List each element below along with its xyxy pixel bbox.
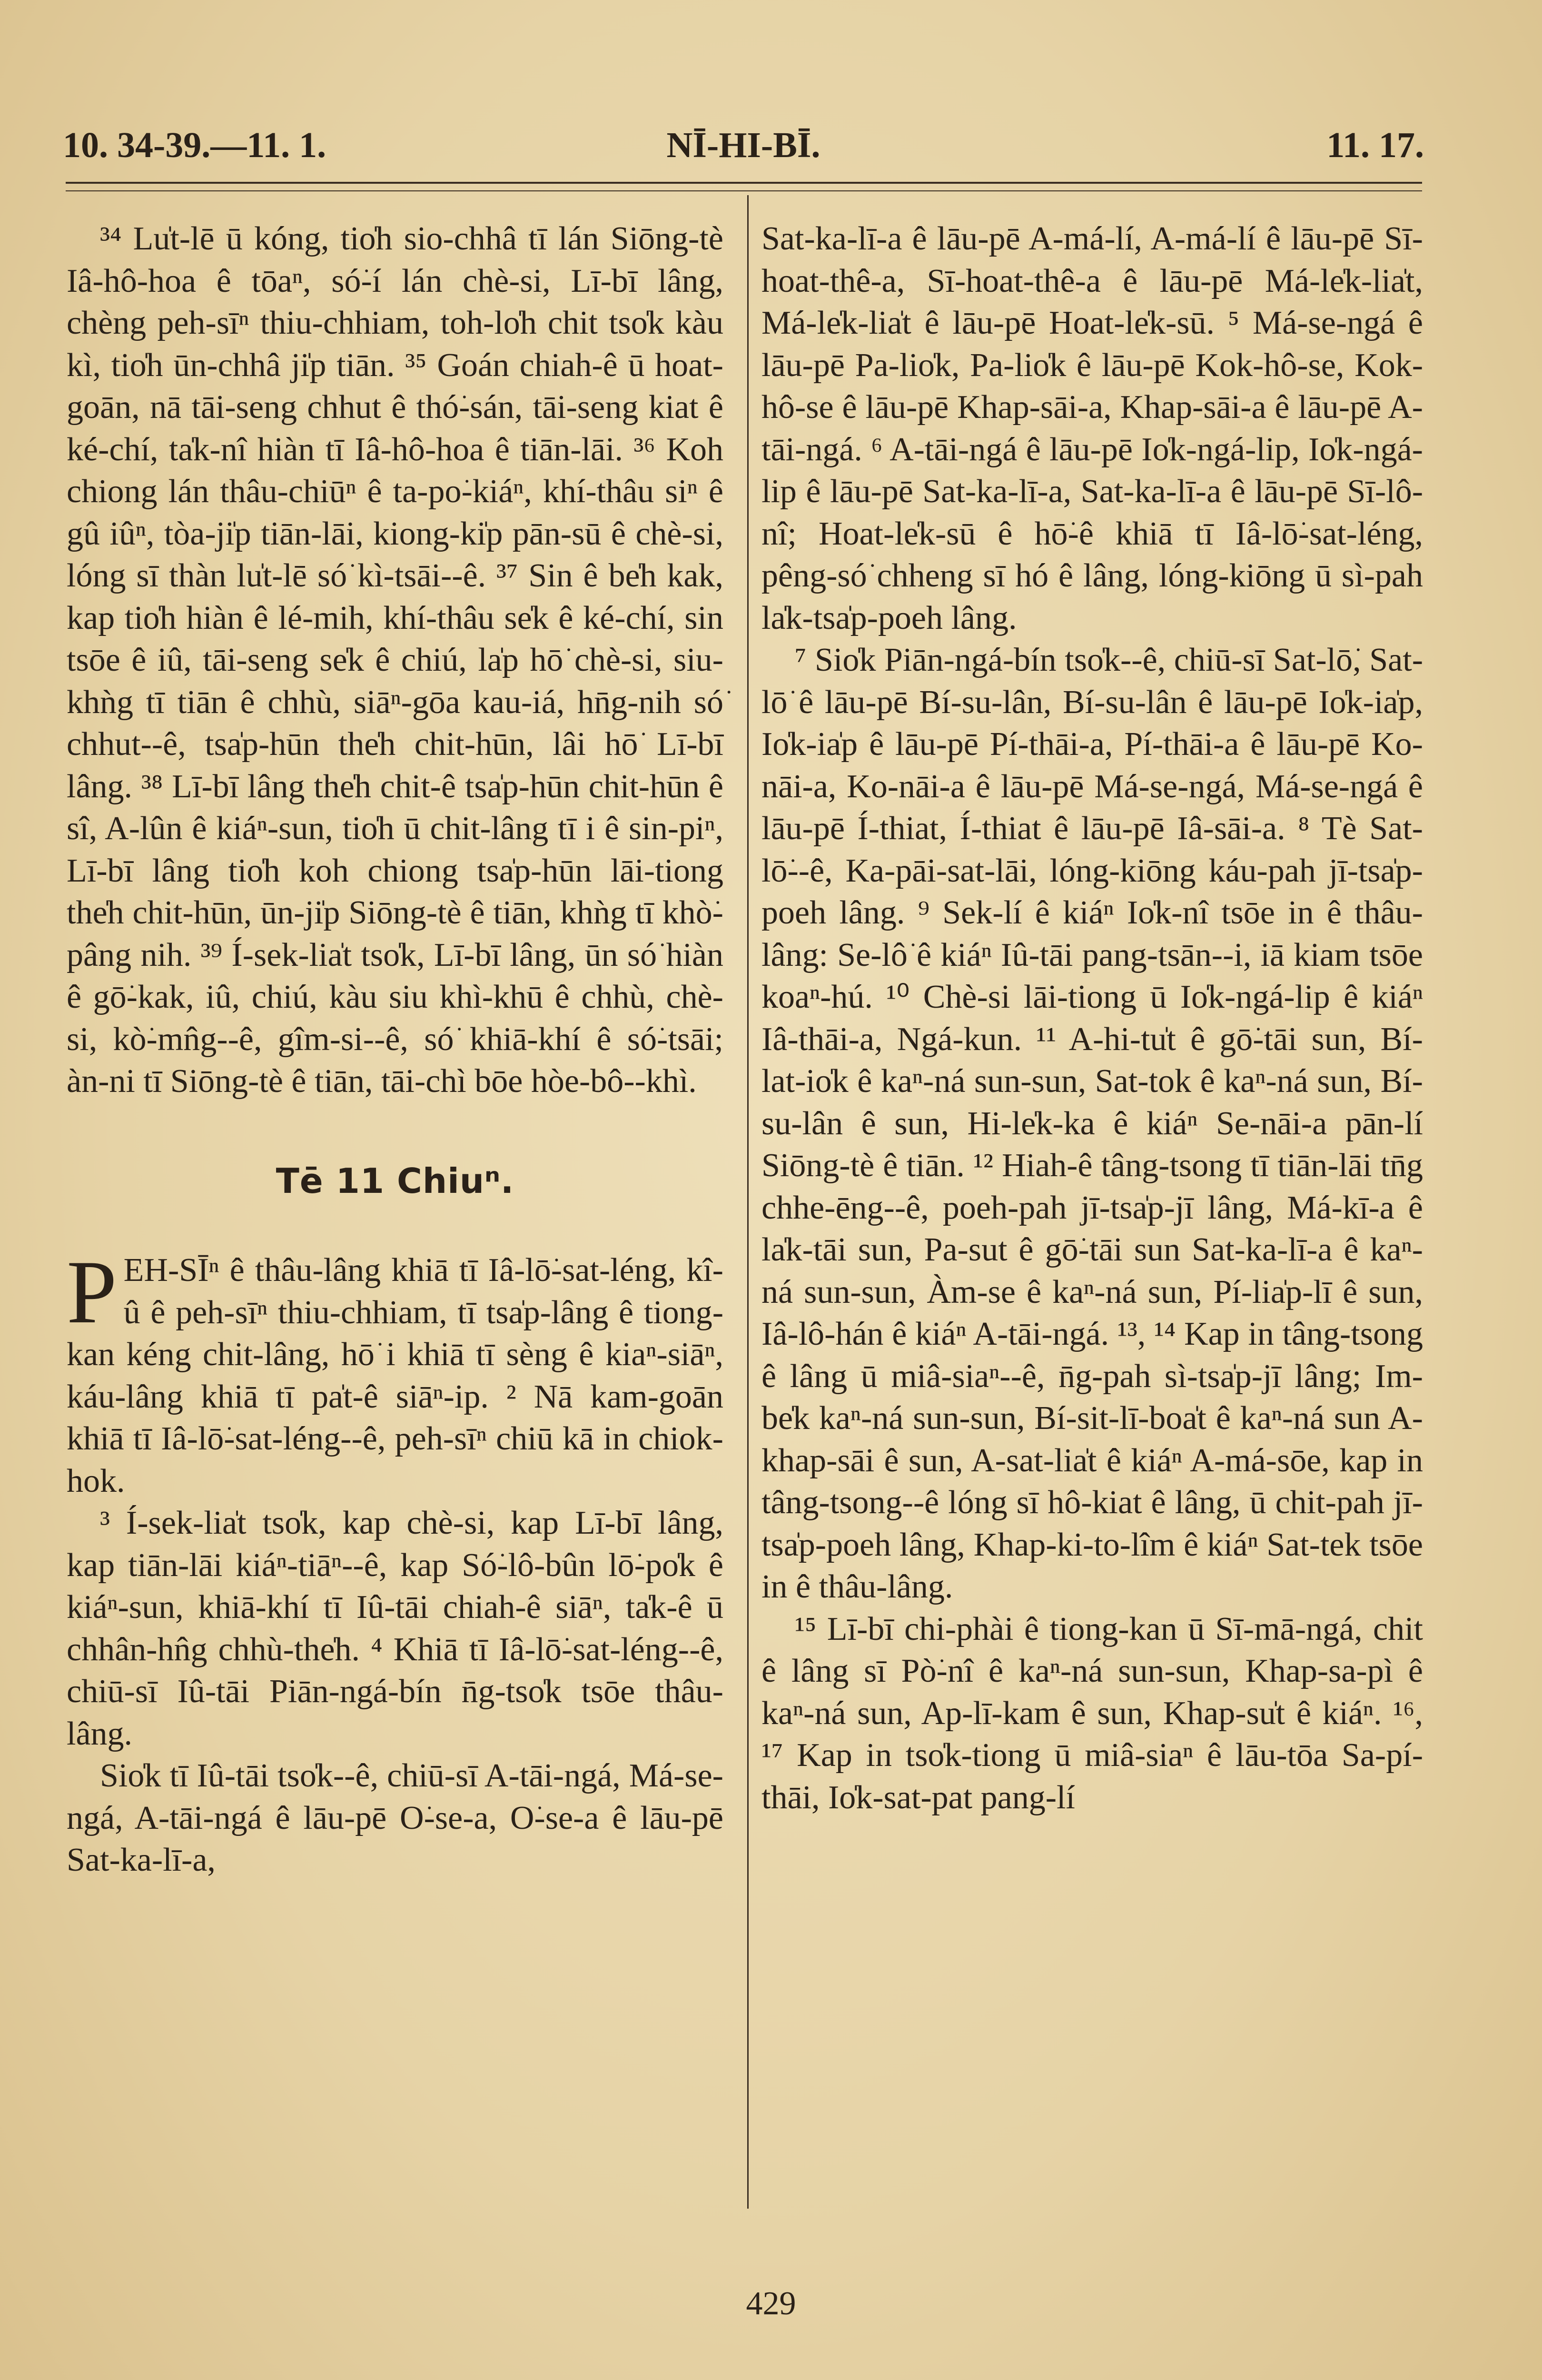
column-divider: [747, 195, 749, 2209]
header-book-title: NĪ-HI-BĪ.: [666, 125, 820, 165]
verse-paragraph: ³ Í-sek-lia̍t tso̍k, kap chè-si, kap Lī-bī lâng, kap tiān-lāi kiáⁿ-tiāⁿ--ê, kap Só͘-lô-bûn lō͘-po̍k ê kiáⁿ-sun, khiā-khí tī Iû-tāi chiah-ê siāⁿ, ta̍k-ê ū chhân-hn̂g chhù-the̍h. ⁴ Khiā tī Iâ-lō͘-sat-léng--ê, chiū-sī Iû-tāi Piān-ngá-bín n̄g-tso̍k tsōe thâu-lâng.: [67, 1505, 723, 1752]
header-end-verse: 11. 17.: [1326, 125, 1424, 165]
verse-paragraph: ³⁴ Lu̍t-lē ū kóng, tio̍h sio-chhâ tī lán Siōng-tè Iâ-hô-hoa ê tōaⁿ, só͘-í lán chè-si, Lī-bī lâng, chèng peh-sīⁿ thiu-chhiam, toh-lo̍h chit tso̍k kàu kì, tio̍h ūn-chhâ ji̍p tiān. ³⁵ Goán chiah-ê ū hoat-goān, nā tāi-seng chhut ê thó͘-sán, tāi-seng kiat ê ké-chí, ta̍k-nî hiàn tī Iâ-hô-hoa ê tiān-lāi. ³⁶ Koh chiong lán thâu-chiūⁿ ê ta-po͘-kiáⁿ, khí-thâu siⁿ ê gû iûⁿ, tòa-ji̍p tiān-lāi, kiong-ki̍p pān-sū ê chè-si, lóng sī thàn lu̍t-lē só͘ kì-tsāi--ê. ³⁷ Sin ê be̍h kak, kap tio̍h hiàn ê lé-mih, khí-thâu se̍k ê ké-chí, sin tsōe ê iû, tāi-seng se̍k ê chiú, la̍p hō͘ chè-si, siu-khǹg tī tiān ê chhù, siāⁿ-gōa kau-iá, hn̄g-nih só͘ chhut--ê, tsa̍p-hūn the̍h chit-hūn, lâi hō͘ Lī-bī lâng. ³⁸ Lī-bī lâng the̍h chit-ê tsa̍p-hūn chit-hūn ê sî, A-lûn ê kiáⁿ-sun, tio̍h ū chit-lâng tī i ê sin-piⁿ, Lī-bī lâng tio̍h koh chiong tsa̍p-hūn lāi-tiong the̍h chit-hūn, ūn-ji̍p Siōng-tè ê tiān, khǹg tī khò͘-pâng nih. ³⁹ Í-sek-lia̍t tso̍k, Lī-bī lâng, ūn só͘ hiàn ê gō͘-kak, iû, chiú, kàu siu khì-khū ê chhù, chè-si, kò͘-mn̂g--ê, gîm-si--ê, só͘ khiā-khí ê só͘-tsāi; àn-ni tī Siōng-tè ê tiān, tāi-chì bōe hòe-bô--khì.: [67, 220, 723, 1100]
verse-paragraph: ¹⁵ Lī-bī chi-phài ê tiong-kan ū Sī-mā-ngá, chit ê lâng sī Pò͘-nî ê kaⁿ-ná sun-sun, Khap-sa-pì ê kaⁿ-ná sun, Ap-lī-kam ê sun, Khap-su̍t ê kiáⁿ. ¹⁶, ¹⁷ Kap in tso̍k-tiong ū miâ-siaⁿ ê lāu-tōa Sa-pí-thāi, Io̍k-sat-pat pang-lí: [761, 1610, 1423, 1816]
running-header: [63, 125, 1424, 172]
page-number: 429: [746, 2285, 796, 2322]
drop-cap-letter: P: [67, 1242, 117, 1342]
right-column: [761, 218, 1423, 1819]
chapter-opening-paragraph: [67, 1242, 723, 1502]
header-verse-range: 10. 34-39.—11. 1.: [63, 125, 326, 165]
verse-paragraph: ⁷ Sio̍k Piān-ngá-bín tso̍k--ê, chiū-sī Sat-lō͘, Sat-lō͘ ê lāu-pē Bí-su-lân, Bí-su-lân ê lāu-pē Io̍k-ia̍p, Io̍k-ia̍p ê lāu-pē Pí-thāi-a, Pí-thāi-a ê lāu-pē Ko-nāi-a, Ko-nāi-a ê lāu-pē Má-se-ngá, Má-se-ngá ê lāu-pē Í-thiat, Í-thiat ê lāu-pē Iâ-sāi-a. ⁸ Tè Sat-lō͘--ê, Ka-pāi-sat-lāi, lóng-kiōng káu-pah jī-tsa̍p-poeh lâng. ⁹ Sek-lí ê kiáⁿ Io̍k-nî tsōe in ê thâu-lâng: Se-lô͘ ê kiáⁿ Iû-tāi pang-tsān--i, iā kiam tsōe koaⁿ-hú. ¹⁰ Chè-si lāi-tiong ū Io̍k-ngá-lip ê kiáⁿ Iâ-thāi-a, Ngá-kun. ¹¹ A-hi-tu̍t ê gō͘-tāi sun, Bí-lat-io̍k ê kaⁿ-ná sun-sun, Sat-tok ê kaⁿ-ná sun, Bí-su-lân ê sun, Hi-le̍k-ka ê kiáⁿ Se-nāi-a pān-lí Siōng-tè ê tiān. ¹² Hiah-ê tâng-tsong tī tiān-lāi tn̄g chhe-ēng--ê, poeh-pah jī-tsa̍p-jī lâng, Má-kī-a ê la̍k-tāi sun, Pa-sut ê gō͘-tāi sun Sat-ka-lī-a ê kaⁿ-ná sun-sun, Àm-se ê kaⁿ-ná sun, Pí-lia̍p-lī ê sun, Iâ-lô-hán ê kiáⁿ A-tāi-ngá. ¹³, ¹⁴ Kap in tâng-tsong ê lâng ū miâ-siaⁿ--ê, n̄g-pah sì-tsa̍p-jī lâng; Im-be̍k kaⁿ-ná sun-sun, Bí-sit-lī-boa̍t ê kaⁿ-ná sun A-khap-sāi ê sun, A-sat-lia̍t ê kiáⁿ A-má-sōe, kap in tâng-tsong--ê lóng sī hô-kiat ê lâng, ū chit-pah jī-tsa̍p-poeh lâng, Khap-ki-to-lîm ê kiáⁿ Sat-tek tsōe in ê thâu-lâng.: [761, 642, 1423, 1605]
left-column: [67, 218, 723, 1882]
verse-paragraph: Sio̍k tī Iû-tāi tso̍k--ê, chiū-sī A-tāi-ngá, Má-se-ngá, A-tāi-ngá ê lāu-pē O͘-se-a, O͘-se-a ê lāu-pē Sat-ka-lī-a,: [67, 1757, 723, 1878]
verse-paragraph: Sat-ka-lī-a ê lāu-pē A-má-lí, A-má-lí ê lāu-pē Sī-hoat-thê-a, Sī-hoat-thê-a ê lāu-pē Má-le̍k-lia̍t, Má-le̍k-lia̍t ê lāu-pē Hoat-le̍k-sū. ⁵ Má-se-ngá ê lāu-pē Pa-lio̍k, Pa-lio̍k ê lāu-pē Kok-hô-se, Kok-hô-se ê lāu-pē Khap-sāi-a, Khap-sāi-a ê lāu-pē A-tāi-ngá. ⁶ A-tāi-ngá ê lāu-pē Io̍k-ngá-lip, Io̍k-ngá-lip ê lāu-pē Sat-ka-lī-a, Sat-ka-lī-a ê lāu-pē Sī-lô-nî; Hoat-le̍k-sū ê hō͘-ê khiā tī Iâ-lō͘-sat-léng, pêng-só͘ chheng sī hó ê lâng, lóng-kiōng ū sì-pah la̍k-tsa̍p-poeh lâng.: [761, 220, 1423, 636]
header-rule: [66, 182, 1422, 191]
opening-text: EH-SĪⁿ ê thâu-lâng khiā tī Iâ-lō͘-sat-léng, kî-û ê peh-sīⁿ thiu-chhiam, tī tsa̍p-lâng ê tiong-kan kéng chit-lâng, hō͘ i khiā tī sèng ê kiaⁿ-siāⁿ, káu-lâng khiā tī pa̍t-ê siāⁿ-ip. ² Nā kam-goān khiā tī Iâ-lō͘-sat-léng--ê, peh-sīⁿ chiū kā in chiok-hok.: [67, 1252, 723, 1499]
chapter-heading: Tē 11 Chiuⁿ.: [276, 1160, 514, 1201]
